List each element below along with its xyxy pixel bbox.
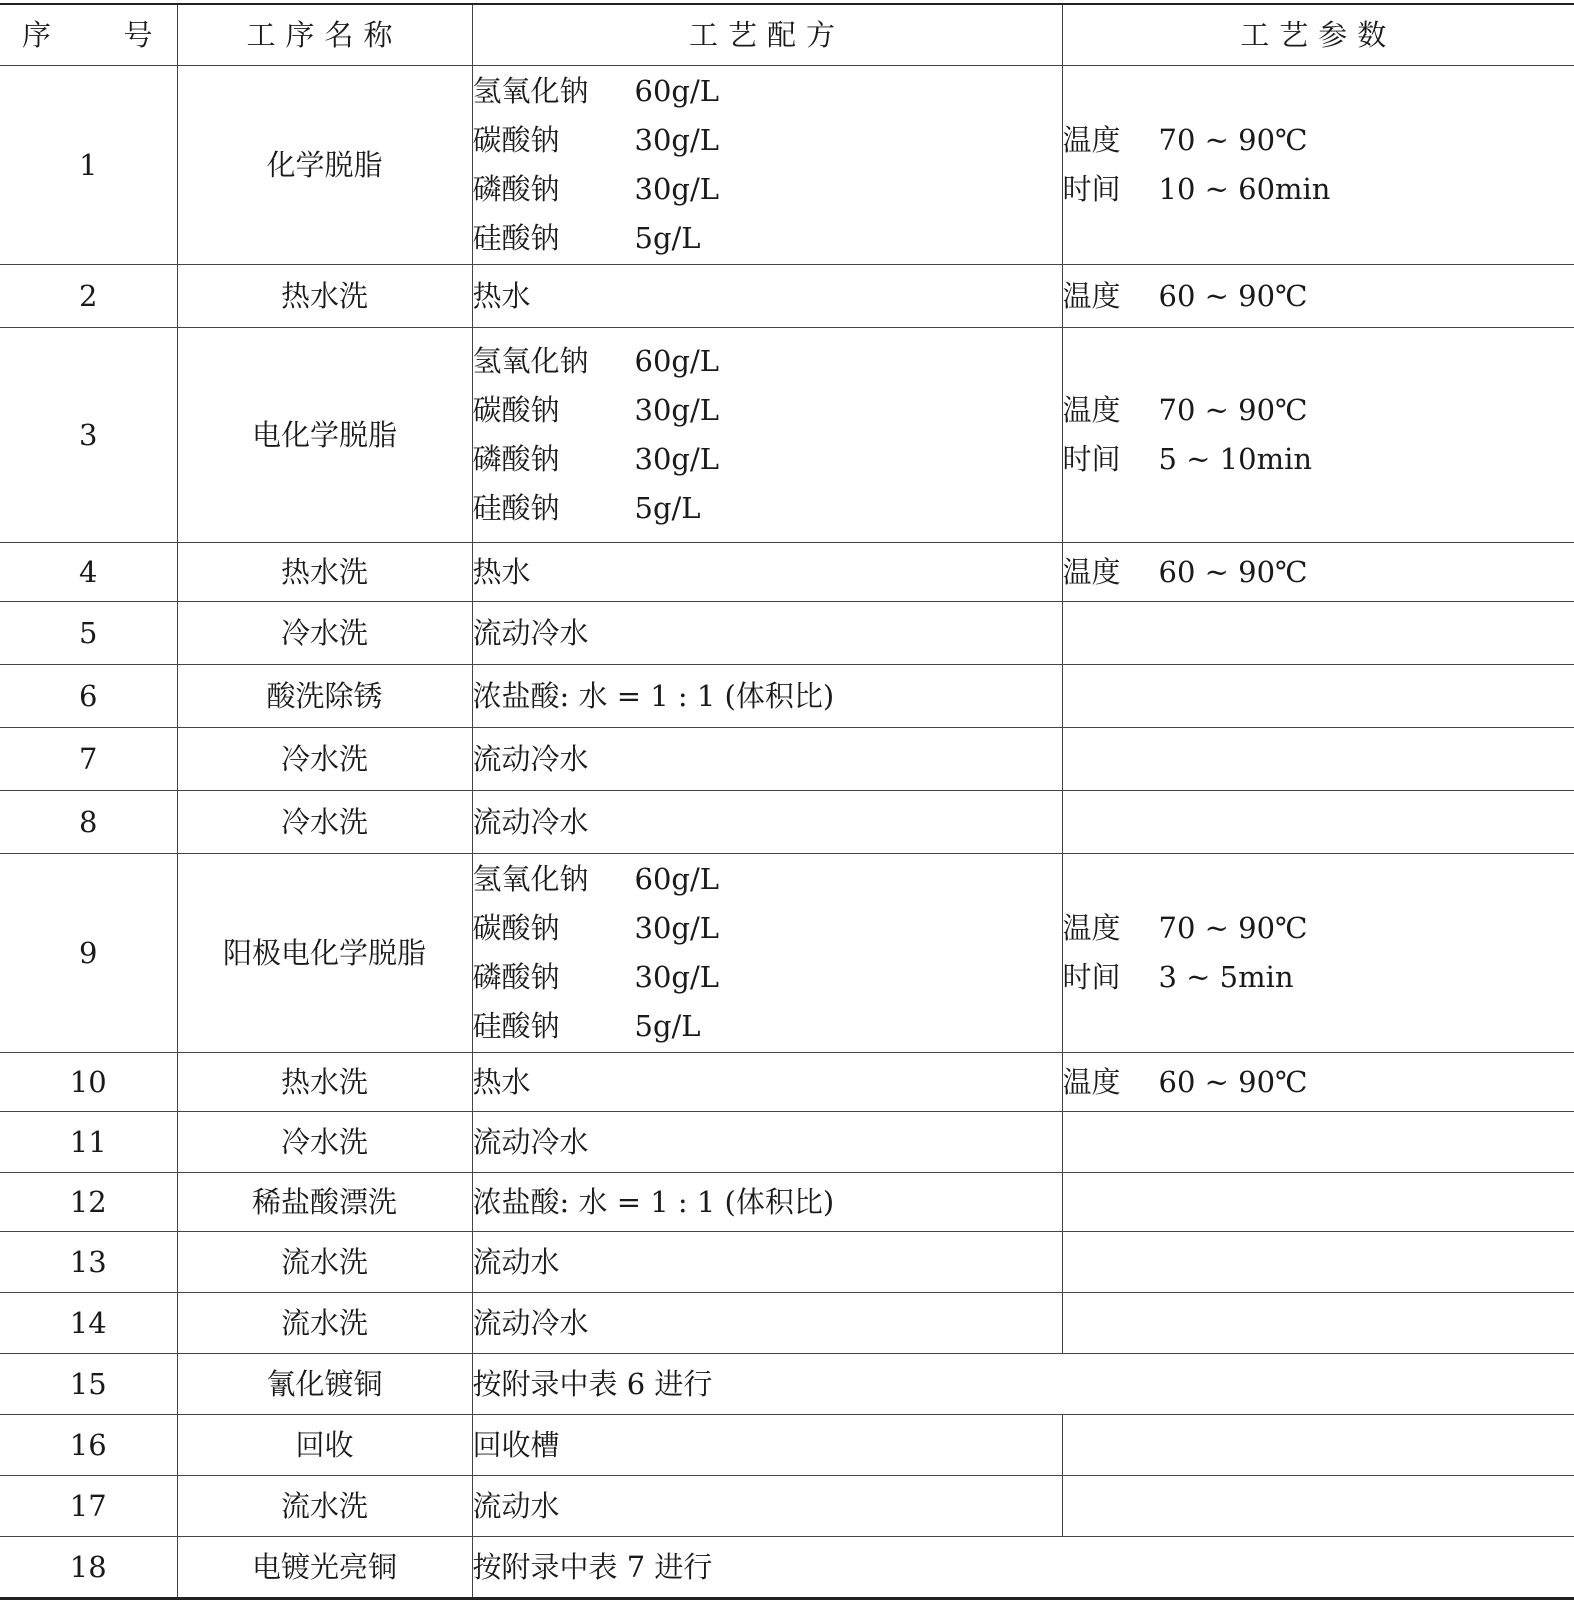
param-value: 70 ~ 90℃ [1158,393,1308,427]
cell-no: 10 [0,1053,177,1112]
cell-params [1062,1232,1574,1293]
table-row [0,543,1574,602]
cell-recipe [472,665,1062,728]
cell-params [1062,328,1574,543]
header-no-a: 序 [22,17,52,52]
recipe-text: 热水 [472,554,531,589]
param-line [1063,548,1574,597]
process-table [0,3,1574,1600]
cell-recipe [472,66,1062,265]
cell-recipe [472,791,1062,854]
table-row [0,854,1574,1053]
cell-step-name: 电化学脱脂 [177,328,472,543]
cell-params [1062,665,1574,728]
recipe-text: 流动水 [472,1488,560,1523]
recipe-concentration: 5g/L [634,1009,701,1043]
param-line [1063,116,1574,165]
table-row [0,1476,1574,1537]
cell-step-name: 热水洗 [177,265,472,328]
recipe-text: 按附录中表 6 进行 [472,1366,713,1401]
cell-recipe [472,1476,1062,1537]
table-row [0,791,1574,854]
param-value: 5 ~ 10min [1158,442,1313,476]
param-line [1063,1058,1574,1107]
recipe-chemical: 磷酸钠 [472,960,560,994]
cell-params [1062,1053,1574,1112]
recipe-concentration: 5g/L [634,491,701,525]
recipe-line [473,904,1062,953]
table-body [0,66,1574,1599]
param-label: 时间 [1062,960,1121,994]
cell-step-name: 化学脱脂 [177,66,472,265]
cell-step-name: 热水洗 [177,543,472,602]
param-value: 60 ~ 90℃ [1158,1064,1308,1099]
recipe-line [473,67,1062,116]
recipe-chemical: 碳酸钠 [472,393,560,427]
recipe-concentration: 60g/L [634,344,719,378]
recipe-text: 热水 [472,1064,531,1099]
param-value: 70 ~ 90℃ [1158,911,1308,945]
cell-no: 9 [0,854,177,1053]
cell-recipe [472,602,1062,665]
recipe-concentration: 30g/L [634,442,719,476]
param-label: 温度 [1062,123,1121,157]
table-row [0,1232,1574,1293]
recipe-concentration: 30g/L [634,172,719,206]
recipe-line [473,953,1062,1002]
cell-no: 16 [0,1415,177,1476]
cell-no: 4 [0,543,177,602]
recipe-text: 回收槽 [472,1427,560,1462]
header-no-b: 号 [123,17,153,52]
cell-params [1062,602,1574,665]
recipe-concentration: 30g/L [634,911,719,945]
cell-no: 3 [0,328,177,543]
recipe-text: 浓盐酸: 水 = 1 : 1 (体积比) [472,1184,835,1219]
recipe-chemical: 磷酸钠 [472,442,560,476]
recipe-concentration: 30g/L [634,123,719,157]
param-label: 温度 [1062,911,1121,945]
recipe-text: 流动冷水 [472,1305,589,1340]
table-row [0,328,1574,543]
cell-params [1062,854,1574,1053]
cell-recipe [472,1053,1062,1112]
cell-step-name: 冷水洗 [177,728,472,791]
recipe-concentration: 30g/L [634,393,719,427]
param-line [1063,953,1574,1002]
cell-no: 5 [0,602,177,665]
param-value: 10 ~ 60min [1158,172,1331,206]
param-label: 温度 [1062,554,1121,589]
cell-no: 18 [0,1537,177,1599]
recipe-line [473,337,1062,386]
cell-no: 13 [0,1232,177,1293]
cell-recipe [472,1537,1574,1599]
param-label: 温度 [1062,1064,1121,1099]
cell-recipe [472,328,1062,543]
cell-no: 12 [0,1173,177,1232]
cell-params [1062,1173,1574,1232]
recipe-concentration: 60g/L [634,862,719,896]
recipe-concentration: 60g/L [634,74,719,108]
cell-recipe [472,1415,1062,1476]
table-row [0,66,1574,265]
param-value: 70 ~ 90℃ [1158,123,1308,157]
param-value: 60 ~ 90℃ [1158,278,1308,313]
cell-recipe [472,854,1062,1053]
cell-step-name: 冷水洗 [177,602,472,665]
recipe-chemical: 碳酸钠 [472,123,560,157]
header-params: 工艺参数 [1062,4,1574,66]
cell-params [1062,791,1574,854]
table-row [0,1415,1574,1476]
cell-params [1062,1415,1574,1476]
cell-recipe [472,1112,1062,1173]
recipe-chemical: 硅酸钠 [472,491,560,525]
recipe-line [473,214,1062,263]
cell-step-name: 流水洗 [177,1476,472,1537]
recipe-concentration: 30g/L [634,960,719,994]
cell-params [1062,543,1574,602]
param-line [1063,272,1574,321]
recipe-line [473,855,1062,904]
cell-params [1062,265,1574,328]
recipe-chemical: 磷酸钠 [472,172,560,206]
cell-no: 11 [0,1112,177,1173]
param-label: 温度 [1062,393,1121,427]
table-row [0,728,1574,791]
param-label: 温度 [1062,278,1121,313]
param-label: 时间 [1062,172,1121,206]
cell-step-name: 流水洗 [177,1232,472,1293]
recipe-text: 流动水 [472,1244,560,1279]
cell-params [1062,728,1574,791]
table-row [0,1112,1574,1173]
param-value: 60 ~ 90℃ [1158,554,1308,589]
param-label: 时间 [1062,442,1121,476]
table-row [0,265,1574,328]
param-line [1063,165,1574,214]
recipe-chemical: 硅酸钠 [472,221,560,255]
cell-no: 7 [0,728,177,791]
param-line [1063,435,1574,484]
recipe-chemical: 氢氧化钠 [472,344,589,378]
cell-step-name: 阳极电化学脱脂 [177,854,472,1053]
recipe-line [473,386,1062,435]
param-line [1063,904,1574,953]
cell-step-name: 稀盐酸漂洗 [177,1173,472,1232]
recipe-text: 流动冷水 [472,741,589,776]
cell-recipe [472,543,1062,602]
recipe-text: 流动冷水 [472,804,589,839]
cell-recipe [472,265,1062,328]
table-header-row [0,4,1574,66]
recipe-chemical: 碳酸钠 [472,911,560,945]
cell-no: 17 [0,1476,177,1537]
cell-recipe [472,1232,1062,1293]
cell-step-name: 热水洗 [177,1053,472,1112]
cell-no: 8 [0,791,177,854]
cell-no: 1 [0,66,177,265]
param-value: 3 ~ 5min [1158,960,1294,994]
table-row [0,1053,1574,1112]
cell-recipe [472,1293,1062,1354]
cell-no: 2 [0,265,177,328]
recipe-concentration: 5g/L [634,221,701,255]
recipe-text: 浓盐酸: 水 = 1 : 1 (体积比) [472,678,835,713]
recipe-line [473,1002,1062,1051]
cell-recipe [472,1354,1574,1415]
recipe-chemical: 硅酸钠 [472,1009,560,1043]
recipe-text: 流动冷水 [472,615,589,650]
recipe-text: 流动冷水 [472,1124,589,1159]
cell-params [1062,1293,1574,1354]
table-row [0,1537,1574,1599]
recipe-text: 热水 [472,278,531,313]
cell-recipe [472,728,1062,791]
recipe-line [473,116,1062,165]
cell-no: 6 [0,665,177,728]
cell-step-name: 冷水洗 [177,791,472,854]
recipe-text: 按附录中表 7 进行 [472,1549,713,1584]
recipe-line [473,435,1062,484]
cell-no: 15 [0,1354,177,1415]
cell-step-name: 冷水洗 [177,1112,472,1173]
recipe-line [473,484,1062,533]
recipe-chemical: 氢氧化钠 [472,862,589,896]
table-row [0,1354,1574,1415]
table-row [0,1293,1574,1354]
header-name: 工序名称 [177,4,472,66]
cell-step-name: 流水洗 [177,1293,472,1354]
cell-step-name: 氰化镀铜 [177,1354,472,1415]
header-no [0,4,177,66]
cell-params [1062,1476,1574,1537]
recipe-chemical: 氢氧化钠 [472,74,589,108]
cell-params [1062,66,1574,265]
cell-no: 14 [0,1293,177,1354]
header-recipe: 工艺配方 [472,4,1062,66]
table-row [0,665,1574,728]
cell-params [1062,1112,1574,1173]
recipe-line [473,165,1062,214]
cell-step-name: 电镀光亮铜 [177,1537,472,1599]
cell-step-name: 酸洗除锈 [177,665,472,728]
table-row [0,602,1574,665]
cell-recipe [472,1173,1062,1232]
cell-step-name: 回收 [177,1415,472,1476]
param-line [1063,386,1574,435]
table-row [0,1173,1574,1232]
